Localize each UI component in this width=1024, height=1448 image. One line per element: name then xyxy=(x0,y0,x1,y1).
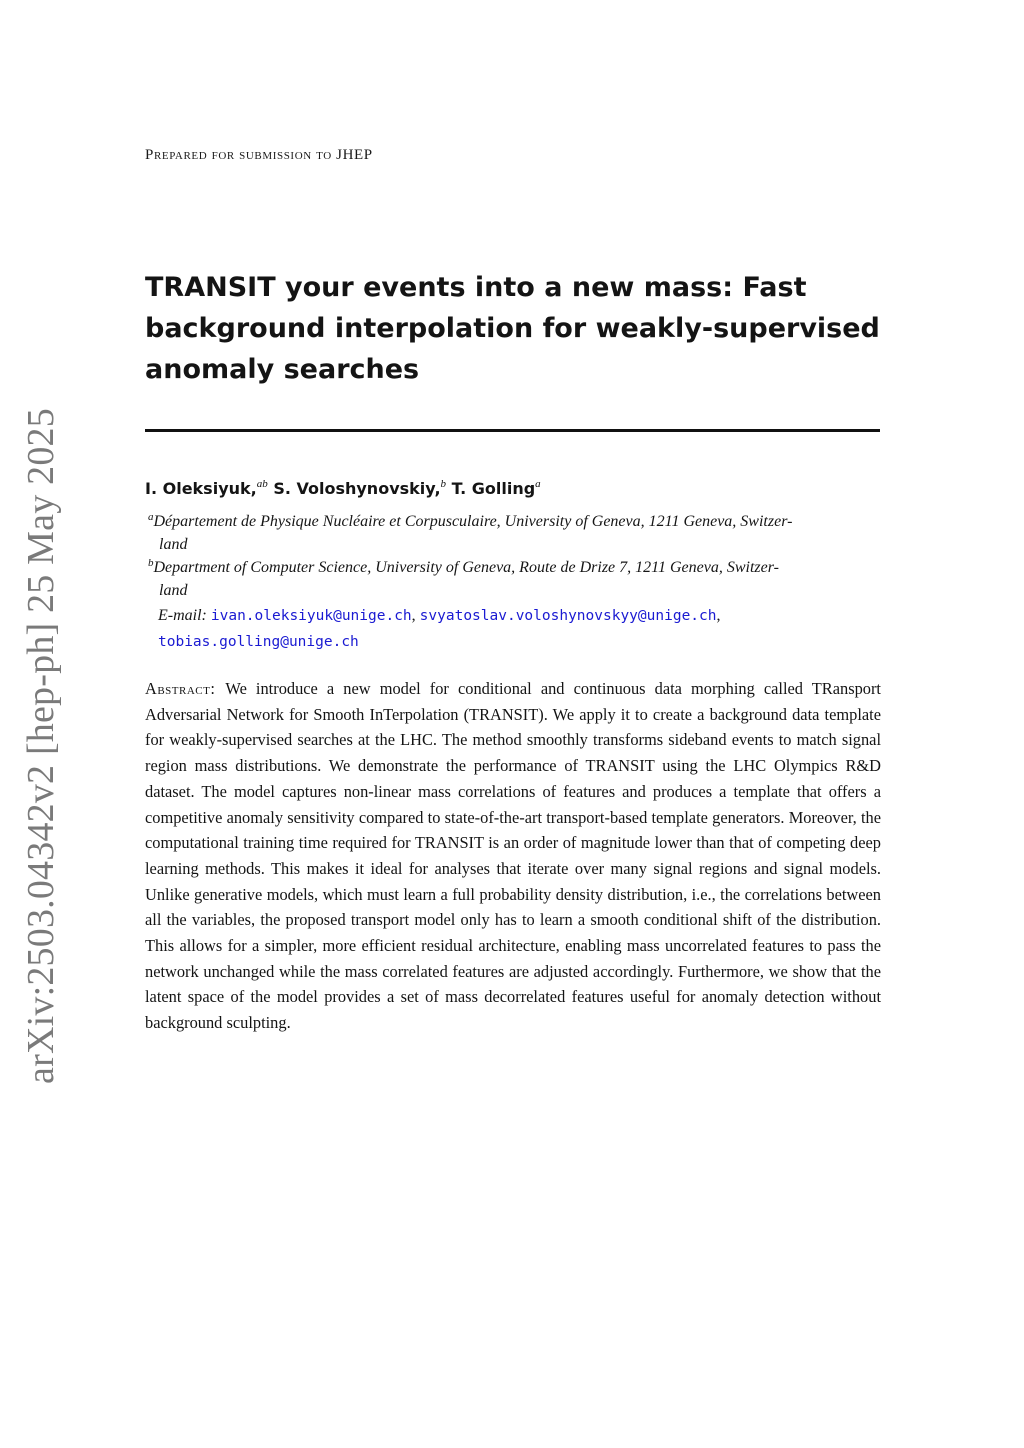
title-divider-rule xyxy=(145,429,880,432)
arxiv-identifier-stamp xyxy=(12,408,70,1084)
author-affiliation-mark: ab xyxy=(256,478,268,490)
author-name: S. Voloshynovskiy, xyxy=(273,479,441,498)
paper-title-line-2: background interpolation for weakly-supervised xyxy=(145,313,880,344)
affiliation-text: Département de Physique Nucléaire et Corpusculaire, University of Geneva, 1211 Geneva, Switzer- xyxy=(153,513,793,530)
email-link-oleksiyuk[interactable]: ivan.oleksiyuk@unige.ch xyxy=(210,608,412,624)
email-link-voloshynovskyy[interactable]: svyatoslav.voloshynovskyy@unige.ch xyxy=(419,608,717,624)
paper-title xyxy=(145,267,880,390)
abstract-heading: Abstract: xyxy=(145,679,216,698)
affiliation-a xyxy=(148,510,884,556)
affiliation-mark: a xyxy=(148,511,154,523)
affiliation-text-continued: land xyxy=(159,582,188,599)
affiliation-text: Department of Computer Science, University of Geneva, Route de Drize 7, 1211 Geneva, Switzer- xyxy=(153,559,779,576)
email-label: E-mail: xyxy=(158,607,207,624)
author-affiliation-mark: b xyxy=(440,478,447,490)
paper-title-line-3: anomaly searches xyxy=(145,354,420,385)
contact-emails: E-mail: ivan.oleksiyuk@unige.ch, svyatoslav.voloshynovskyy@unige.ch, tobias.golling@unige.ch xyxy=(158,607,721,650)
affiliation-text-continued: land xyxy=(159,536,188,553)
author-affiliation-mark: a xyxy=(535,478,541,490)
abstract xyxy=(145,676,881,1036)
journal-preparation-note: Prepared for submission to JHEP xyxy=(145,147,373,163)
author-name: I. Oleksiyuk, xyxy=(145,479,257,498)
arxiv-identifier-text: arXiv:2503.04342v2 [hep-ph] 25 May 2025 xyxy=(20,408,62,1084)
email-link-golling[interactable]: tobias.golling@unige.ch xyxy=(158,634,359,650)
abstract-body: We introduce a new model for conditional and continuous data morphing called TRansport Adversarial Network for Smooth InTerpolation (TRANSIT). We apply it to create a background data template for weakly-supervised searches at the LHC. The method smoothly transforms sideband events to match signal region mass distributions. We demonstrate the performance of TRANSIT using the LHC Olympics R&D dataset. The model captures non-linear mass correlations of features and produces a template that offers a competitive anomaly sensitivity compared to state-of-the-art transport-based template generators. Moreover, the computational training time required for TRANSIT is an order of magnitude lower than that of competing deep learning methods. This makes it ideal for analyses that iterate over many signal regions and signal models. Unlike generative models, which must learn a full probability density distribution, i.e., the correlations between all the variables, the proposed transport model only has to learn a smooth conditional shift of the distribution. This allows for a simpler, more efficient residual architecture, enabling mass uncorrelated features to pass the network unchanged while the mass correlated features are adjusted accordingly. Furthermore, we show that the latent space of the model provides a set of mass decorrelated features useful for anomaly detection without background sculpting. xyxy=(145,679,881,1033)
affiliation-mark: b xyxy=(148,557,154,569)
author-list xyxy=(145,479,541,498)
author-name: T. Golling xyxy=(451,479,536,498)
paper-title-line-1: TRANSIT your events into a new mass: Fast xyxy=(145,272,807,303)
affiliation-b xyxy=(148,556,884,602)
